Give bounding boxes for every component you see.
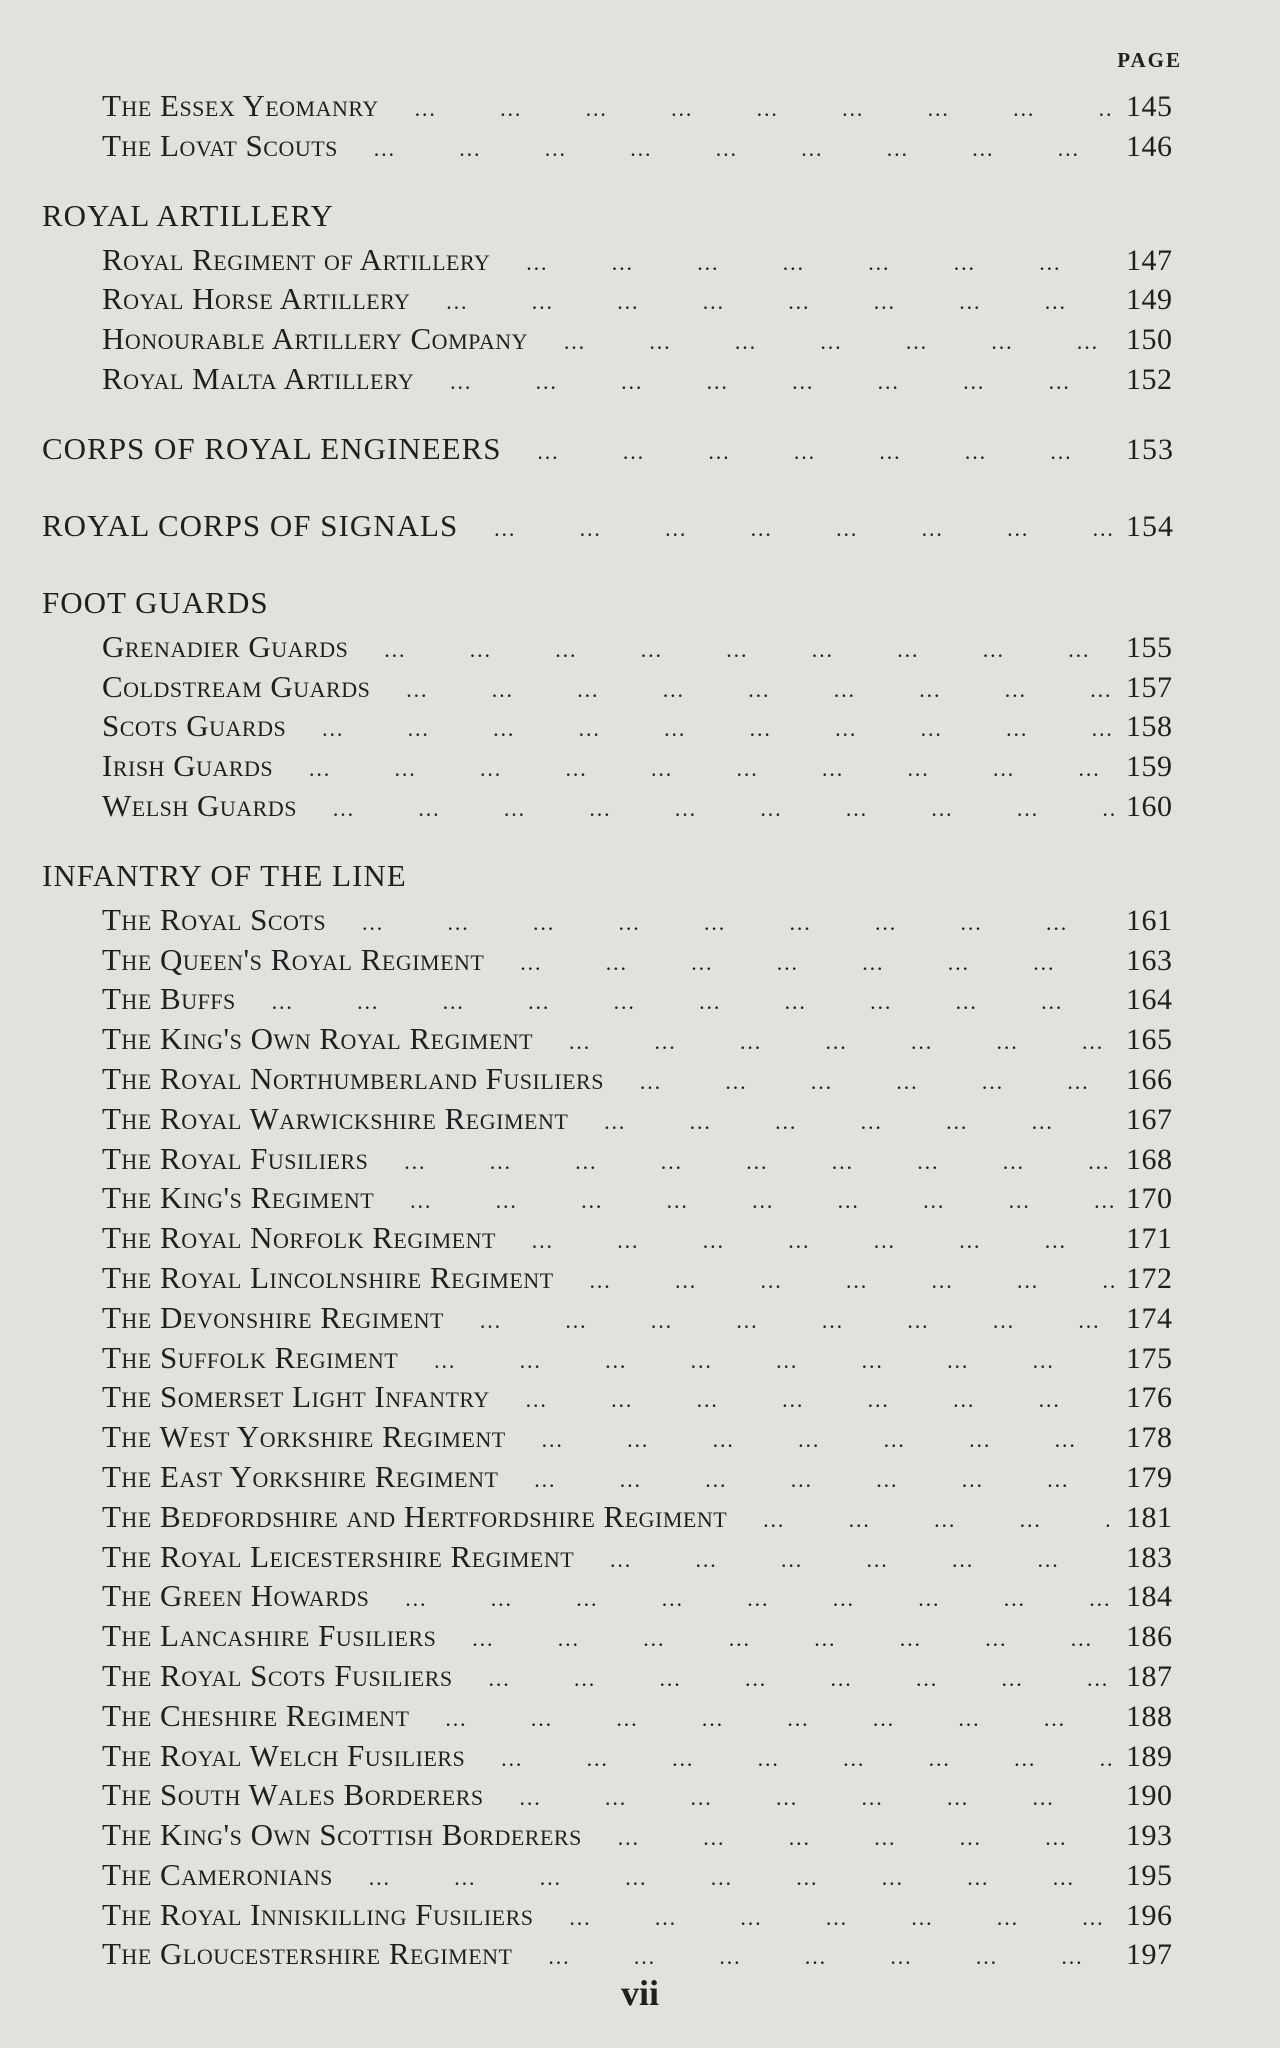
dot-leader — [524, 1939, 1114, 1976]
entry-title: The King's Own Royal Regiment — [102, 1021, 534, 1057]
toc-entry — [42, 361, 1188, 401]
dot-leader — [391, 91, 1114, 128]
entry-title: The Essex Yeomanry — [102, 88, 379, 123]
entry-title: Royal Malta Artillery — [102, 360, 415, 396]
dot-leader — [540, 324, 1114, 361]
dot-leader — [477, 1741, 1114, 1778]
entry-title: The Royal Scots Fusiliers — [102, 1657, 453, 1693]
dot-leader — [465, 1661, 1114, 1698]
dot-leader — [456, 1303, 1114, 1340]
entry-title: Irish Guards — [102, 748, 274, 784]
toc-entry — [42, 981, 1188, 1021]
dot-leader — [248, 984, 1114, 1021]
page-folio: vii — [620, 1973, 659, 2013]
entry-page-number: 184 — [1126, 1580, 1173, 1614]
toc-entry — [42, 1897, 1188, 1937]
section-page-number: 154 — [1126, 509, 1174, 543]
dot-leader — [546, 1900, 1114, 1937]
dot-leader — [616, 1064, 1114, 1101]
table-of-contents — [42, 88, 1188, 1976]
toc-section — [42, 850, 1188, 1977]
entry-title: The Gloucestershire Regiment — [102, 1936, 513, 1972]
dot-leader — [739, 1502, 1114, 1539]
toc-entry — [42, 748, 1188, 788]
entry-title: The Cheshire Regiment — [102, 1697, 410, 1733]
entry-title: The South Wales Borderers — [102, 1777, 484, 1813]
section-heading-text: ROYAL CORPS OF SIGNALS — [42, 507, 459, 543]
dot-leader — [386, 1183, 1114, 1220]
entry-title: The King's Regiment — [102, 1180, 375, 1216]
entry-title: The Royal Warwickshire Regiment — [102, 1100, 569, 1136]
entry-page-number: 164 — [1126, 983, 1173, 1017]
entry-page-number: 181 — [1126, 1500, 1173, 1534]
entry-page-number: 155 — [1126, 630, 1173, 664]
dot-leader — [410, 1343, 1114, 1380]
dot-leader — [345, 1860, 1114, 1897]
dot-leader — [510, 1462, 1114, 1499]
toc-entry — [42, 1698, 1188, 1738]
entry-page-number: 176 — [1126, 1381, 1173, 1415]
entry-title: The Royal Scots — [102, 901, 327, 937]
toc-entry — [42, 1061, 1188, 1101]
toc-entry — [42, 629, 1188, 669]
section-heading-text: ROYAL ARTILLERY — [42, 197, 334, 233]
toc-entry — [42, 1379, 1188, 1419]
dot-leader — [594, 1820, 1114, 1857]
entry-page-number: 158 — [1126, 710, 1173, 744]
entry-title: The Royal Welch Fusiliers — [102, 1737, 466, 1773]
toc-entry — [42, 1220, 1188, 1260]
entry-title: The Bedfordshire and Hertfordshire Regiment — [102, 1498, 728, 1534]
entry-page-number: 190 — [1126, 1779, 1173, 1813]
entry-page-number: 189 — [1126, 1739, 1173, 1773]
dot-leader — [448, 1621, 1114, 1658]
toc-entry — [42, 1738, 1188, 1778]
section-page-number: 153 — [1126, 432, 1174, 466]
toc-section — [42, 500, 1188, 555]
entry-page-number: 197 — [1126, 1938, 1173, 1972]
toc-section — [42, 577, 1188, 828]
section-heading — [42, 500, 1188, 555]
toc-entry — [42, 1459, 1188, 1499]
dot-leader — [502, 1382, 1114, 1419]
entry-title: The Queen's Royal Regiment — [102, 941, 485, 977]
toc-entry — [42, 1260, 1188, 1300]
section-heading-text: INFANTRY OF THE LINE — [42, 857, 407, 893]
entry-title: Honourable Artillery Company — [102, 321, 529, 357]
entry-page-number: 166 — [1126, 1062, 1173, 1096]
entry-page-number: 186 — [1126, 1620, 1173, 1654]
entry-page-number: 165 — [1126, 1023, 1173, 1057]
toc-entry — [42, 1618, 1188, 1658]
entry-title: The Suffolk Regiment — [102, 1339, 399, 1375]
toc-entry — [42, 1300, 1188, 1340]
entry-title: The King's Own Scottish Borderers — [102, 1817, 582, 1853]
section-heading-text: CORPS OF ROYAL ENGINEERS — [42, 430, 502, 466]
dot-leader — [360, 632, 1114, 669]
entry-page-number: 195 — [1126, 1858, 1173, 1892]
entry-page-number: 149 — [1126, 283, 1173, 317]
entry-page-number: 168 — [1126, 1142, 1173, 1176]
dot-leader — [382, 672, 1114, 709]
entry-page-number: 161 — [1126, 903, 1173, 937]
dot-leader — [545, 1024, 1114, 1061]
toc-entry — [42, 1340, 1188, 1380]
entry-title: The Royal Leicestershire Regiment — [102, 1538, 575, 1574]
entry-title: Royal Regiment of Artillery — [102, 241, 491, 277]
dot-leader — [470, 503, 1114, 555]
toc-section — [42, 190, 1188, 401]
entry-page-number: 172 — [1126, 1261, 1173, 1295]
dot-leader — [586, 1542, 1114, 1579]
entry-page-number: 171 — [1126, 1222, 1173, 1256]
toc-entry — [42, 942, 1188, 982]
toc-entry — [42, 1578, 1188, 1618]
entry-title: The Lovat Scouts — [102, 127, 338, 163]
toc-entry — [42, 669, 1188, 709]
entry-title: The Royal Northumberland Fusiliers — [102, 1060, 604, 1096]
entry-page-number: 159 — [1126, 750, 1173, 784]
toc-entry — [42, 708, 1188, 748]
entry-page-number: 157 — [1126, 670, 1173, 704]
entry-page-number: 178 — [1126, 1421, 1173, 1455]
entry-title: Welsh Guards — [102, 787, 297, 823]
entry-page-number: 147 — [1126, 243, 1173, 277]
dot-leader — [518, 1422, 1114, 1459]
entry-title: The Green Howards — [102, 1578, 370, 1614]
toc-entry — [42, 1180, 1188, 1220]
dot-leader — [496, 1780, 1114, 1817]
section-heading — [42, 190, 1188, 242]
toc-entry — [42, 88, 1188, 128]
entry-page-number: 179 — [1126, 1460, 1173, 1494]
entry-page-number: 152 — [1126, 362, 1173, 396]
dot-leader — [566, 1263, 1114, 1300]
entry-title: Grenadier Guards — [102, 628, 349, 664]
toc-section — [42, 88, 1188, 168]
dot-leader — [496, 945, 1114, 982]
entry-page-number: 145 — [1126, 90, 1173, 123]
dot-leader — [338, 905, 1114, 942]
section-heading — [42, 577, 1188, 629]
dot-leader — [309, 791, 1114, 828]
dot-leader — [502, 245, 1114, 282]
entry-title: The Devonshire Regiment — [102, 1299, 444, 1335]
dot-leader — [422, 284, 1114, 321]
entry-title: Royal Horse Artillery — [102, 281, 411, 317]
section-heading — [42, 850, 1188, 902]
entry-title: The Royal Inniskilling Fusiliers — [102, 1896, 534, 1932]
entry-page-number: 160 — [1126, 789, 1173, 823]
entry-title: The Buffs — [102, 981, 236, 1017]
dot-leader — [381, 1581, 1114, 1618]
section-heading — [42, 423, 1188, 478]
entry-title: The Royal Lincolnshire Regiment — [102, 1259, 554, 1295]
dot-leader — [426, 364, 1114, 401]
entry-title: The Royal Fusiliers — [102, 1140, 369, 1176]
entry-page-number: 146 — [1126, 129, 1173, 163]
toc-entry — [42, 1419, 1188, 1459]
toc-entry — [42, 1857, 1188, 1897]
entry-page-number: 174 — [1126, 1301, 1173, 1335]
toc-entry — [42, 902, 1188, 942]
entry-page-number: 150 — [1126, 323, 1173, 357]
page-column-label: PAGE — [1117, 48, 1182, 72]
dot-leader — [508, 1223, 1114, 1260]
entry-title: The Royal Norfolk Regiment — [102, 1220, 496, 1256]
dot-leader — [580, 1104, 1114, 1141]
entry-title: Coldstream Guards — [102, 668, 371, 704]
dot-leader — [285, 751, 1114, 788]
entry-page-number: 193 — [1126, 1819, 1173, 1853]
toc-entry — [42, 1936, 1188, 1976]
toc-entry — [42, 1817, 1188, 1857]
entry-title: Scots Guards — [102, 708, 287, 744]
toc-entry — [42, 321, 1188, 361]
entry-title: The East Yorkshire Regiment — [102, 1458, 499, 1494]
dot-leader — [514, 426, 1115, 478]
entry-page-number: 175 — [1126, 1341, 1173, 1375]
entry-page-number: 188 — [1126, 1699, 1173, 1733]
toc-entry — [42, 1658, 1188, 1698]
toc-entry — [42, 128, 1188, 168]
toc-entry — [42, 1021, 1188, 1061]
dot-leader — [380, 1144, 1114, 1181]
dot-leader — [421, 1701, 1114, 1738]
toc-section — [42, 423, 1188, 478]
dot-leader — [350, 131, 1114, 168]
toc-entry — [42, 1777, 1188, 1817]
entry-page-number: 170 — [1126, 1182, 1173, 1216]
entry-page-number: 167 — [1126, 1102, 1173, 1136]
dot-leader — [298, 711, 1114, 748]
entry-page-number: 196 — [1126, 1898, 1173, 1932]
entry-page-number: 163 — [1126, 943, 1173, 977]
toc-entry — [42, 1101, 1188, 1141]
entry-page-number: 183 — [1126, 1540, 1173, 1574]
section-heading-text: FOOT GUARDS — [42, 584, 269, 620]
entry-title: The West Yorkshire Regiment — [102, 1419, 506, 1455]
entry-page-number: 187 — [1126, 1659, 1173, 1693]
entry-title: The Cameronians — [102, 1856, 333, 1892]
toc-entry — [42, 1499, 1188, 1539]
toc-entry — [42, 1141, 1188, 1181]
toc-entry — [42, 281, 1188, 321]
toc-entry — [42, 1539, 1188, 1579]
toc-entry — [42, 242, 1188, 282]
toc-entry — [42, 788, 1188, 828]
entry-title: The Lancashire Fusiliers — [102, 1618, 437, 1654]
entry-title: The Somerset Light Infantry — [102, 1379, 490, 1415]
